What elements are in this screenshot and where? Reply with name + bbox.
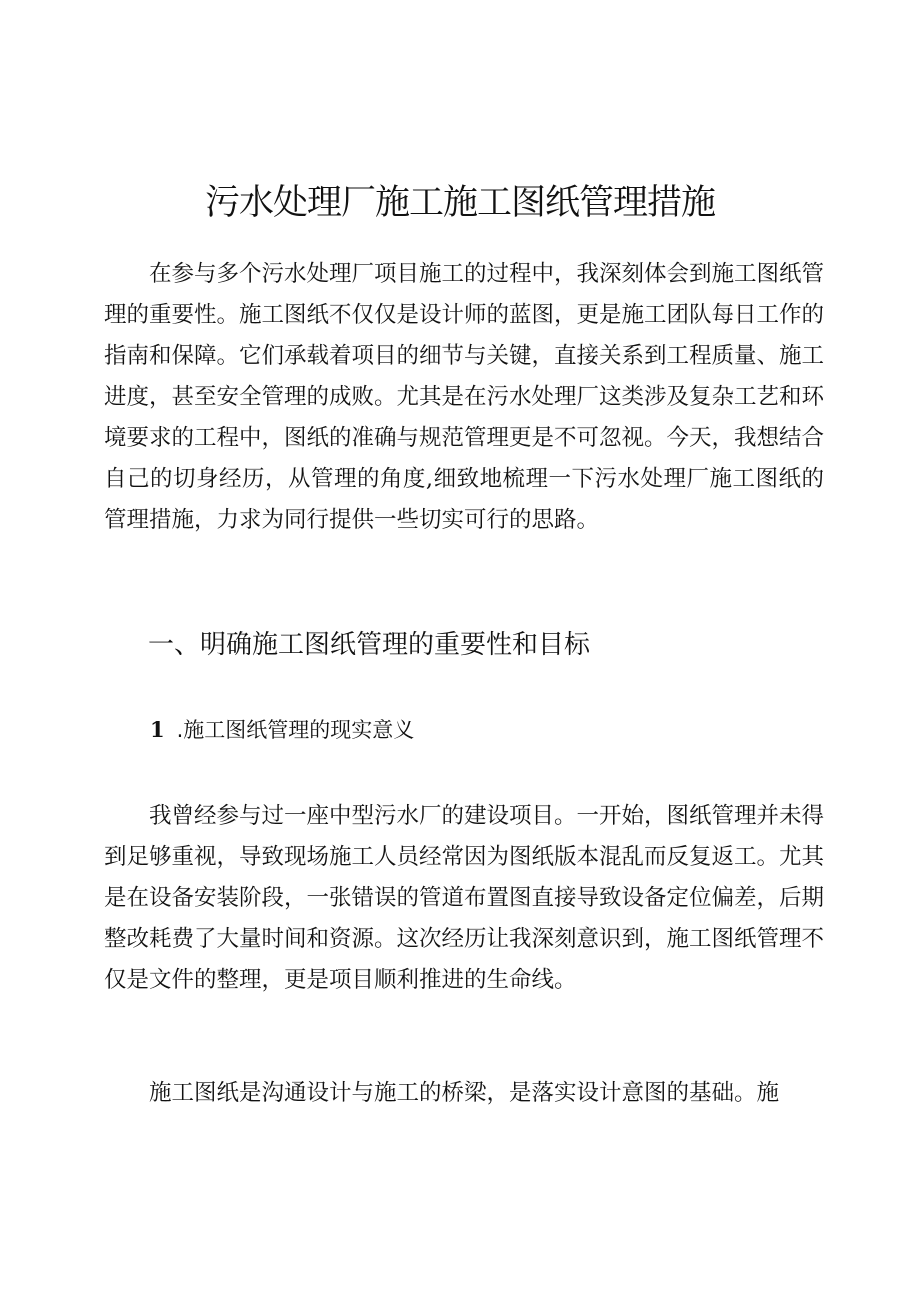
intro-paragraph: 在参与多个污水处理厂项目施工的过程中，我深刻体会到施工图纸管理的重要性。施工图纸不仅仅是设计师的蓝图，更是施工团队每日工作的指南和保障。它们承载着项目的细节与关键，直接关系到工程质量、施工进度，甚至安全管理的成败。尤其是在污水处理厂这类涉及复杂工艺和环境要求的工程中，图纸的准确与规范管理更是不可忽视。今天，我想结合自己的切身经历，从管理的角度,细致地梳理一下污水处理厂施工图纸的管理措施，力求为同行提供一些切实可行的思路。 <box>104 261 825 533</box>
section-heading: 一、明确施工图纸管理的重要性和目标 <box>148 630 591 660</box>
subsection-number: 1 <box>150 717 165 742</box>
subsection-heading <box>150 712 414 748</box>
body-paragraph: 我曾经参与过一座中型污水厂的建设项目。一开始，图纸管理并未得到足够重视，导致现场施工人员经常因为图纸版本混乱而反复返工。尤其是在设备安装阶段，一张错误的管道布置图直接导致设备定位偏差，后期整改耗费了大量时间和资源。这次经历让我深刻意识到，施工图纸管理不仅是文件的整理，更是项目顺利推进的生命线。 <box>104 803 825 993</box>
document-title: 污水处理厂施工施工图纸管理措施 <box>204 183 715 223</box>
subsection-title: .施工图纸管理的现实意义 <box>176 718 415 742</box>
body-paragraph-continued: 施工图纸是沟通设计与施工的桥梁，是落实设计意图的基础。施 <box>149 1080 780 1106</box>
